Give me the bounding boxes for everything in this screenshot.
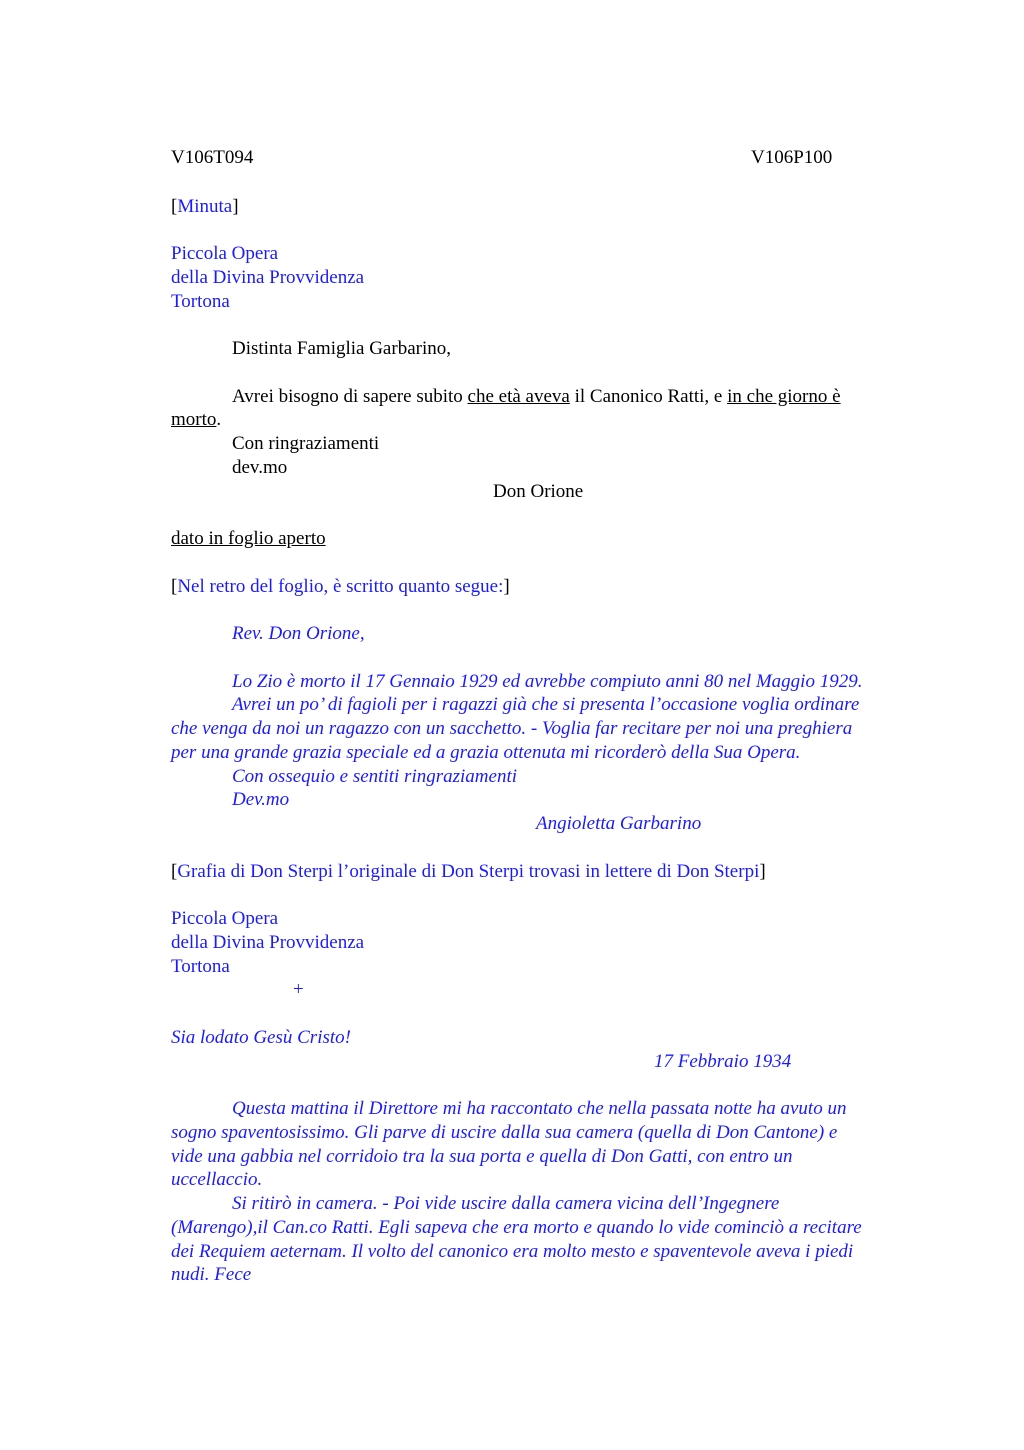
note-open-sheet: dato in foglio aperto bbox=[171, 528, 326, 549]
letter1-greeting: Distinta Famiglia Garbarino, bbox=[232, 338, 451, 359]
grafia-note bbox=[171, 860, 766, 884]
body-text: il Canonico Ratti, e bbox=[569, 386, 728, 407]
bracket-open: [ bbox=[171, 576, 178, 597]
letter2-line-6: Dev.mo bbox=[232, 789, 290, 810]
letter3-line-2: sogno spaventosissimo. Gli parve di uscire dalla sua camera (quella di Don Cantone) e bbox=[171, 1122, 838, 1143]
bracket-open: [ bbox=[171, 196, 178, 217]
retro-note bbox=[171, 575, 510, 599]
letter1-devmo: dev.mo bbox=[232, 457, 288, 478]
bracket-open: [ bbox=[171, 861, 178, 882]
letterhead2-line-1: Piccola Opera bbox=[171, 908, 279, 929]
letter3-line-1: Questa mattina il Direttore mi ha raccontato che nella passata notte ha avuto un bbox=[232, 1098, 847, 1119]
letterhead-line-1: Piccola Opera bbox=[171, 243, 279, 264]
letterhead-line-3: Tortona bbox=[171, 291, 230, 312]
letter1-signature: Don Orione bbox=[493, 481, 584, 502]
letter2-line-1: Lo Zio è morto il 17 Gennaio 1929 ed avrebbe compiuto anni 80 nel Maggio 1929. bbox=[232, 671, 863, 692]
body-text: . bbox=[216, 409, 222, 430]
bracket-close: ] bbox=[232, 196, 239, 217]
letter3-line-5: Si ritirò in camera. - Poi vide uscire dalla camera vicina dell’Ingegnere bbox=[232, 1193, 780, 1214]
letter3-date: 17 Febbraio 1934 bbox=[654, 1051, 792, 1072]
letter3-praise: Sia lodato Gesù Cristo! bbox=[171, 1027, 351, 1048]
underlined-phrase-age: che età aveva bbox=[467, 386, 570, 407]
cross-mark: + bbox=[293, 979, 304, 1000]
body-text: Avrei bisogno di sapere subito bbox=[232, 386, 468, 407]
letter2-signature: Angioletta Garbarino bbox=[536, 813, 702, 834]
letter2-line-5: Con ossequio e sentiti ringraziamenti bbox=[232, 766, 517, 787]
document-code-left: V106T094 bbox=[171, 147, 254, 168]
letter3-line-3: vide una gabbia nel corridoio tra la sua porta e quella di Don Gatti, con entro un bbox=[171, 1146, 793, 1167]
letter2-line-4: per una grande grazia speciale ed a grazia ottenuta mi ricorderò della Sua Opera. bbox=[171, 742, 801, 763]
letter2-line-2: Avrei un po’ di fagioli per i ragazzi già che si presenta l’occasione voglia ordinare bbox=[232, 694, 860, 715]
underlined-phrase-day: in che giorno è bbox=[727, 386, 841, 407]
document-code-right: V106P100 bbox=[751, 147, 833, 168]
bracket-close: ] bbox=[503, 576, 510, 597]
letter3-line-4: uccellaccio. bbox=[171, 1169, 263, 1190]
letter2-greeting: Rev. Don Orione, bbox=[232, 623, 365, 644]
letterhead-line-2: della Divina Provvidenza bbox=[171, 267, 365, 288]
letter1-thanks: Con ringraziamenti bbox=[232, 433, 380, 454]
minuta-label bbox=[171, 195, 239, 219]
letter3-line-7: dei Requiem aeternam. Il volto del canonico era molto mesto e spaventevole aveva i piedi bbox=[171, 1241, 854, 1262]
letter2-line-3: che venga da noi un ragazzo con un sacchetto. - Voglia far recitare per noi una preghiera bbox=[171, 718, 853, 739]
letter1-body-line-1 bbox=[232, 385, 841, 409]
letterhead2-line-2: della Divina Provvidenza bbox=[171, 932, 365, 953]
letter1-body-line-2 bbox=[171, 408, 221, 432]
underlined-phrase-died: morto bbox=[171, 409, 217, 430]
grafia-text: Grafia di Don Sterpi l’originale di Don Sterpi trovasi in lettere di Don Sterpi bbox=[177, 861, 760, 882]
letter3-line-8: nudi. Fece bbox=[171, 1264, 252, 1285]
bracket-close: ] bbox=[759, 861, 766, 882]
minuta-text: Minuta bbox=[177, 196, 233, 217]
letter3-line-6: (Marengo),il Can.co Ratti. Egli sapeva che era morto e quando lo vide cominciò a recitare bbox=[171, 1217, 862, 1238]
retro-text: Nel retro del foglio, è scritto quanto segue: bbox=[177, 576, 504, 597]
letterhead2-line-3: Tortona bbox=[171, 956, 230, 977]
